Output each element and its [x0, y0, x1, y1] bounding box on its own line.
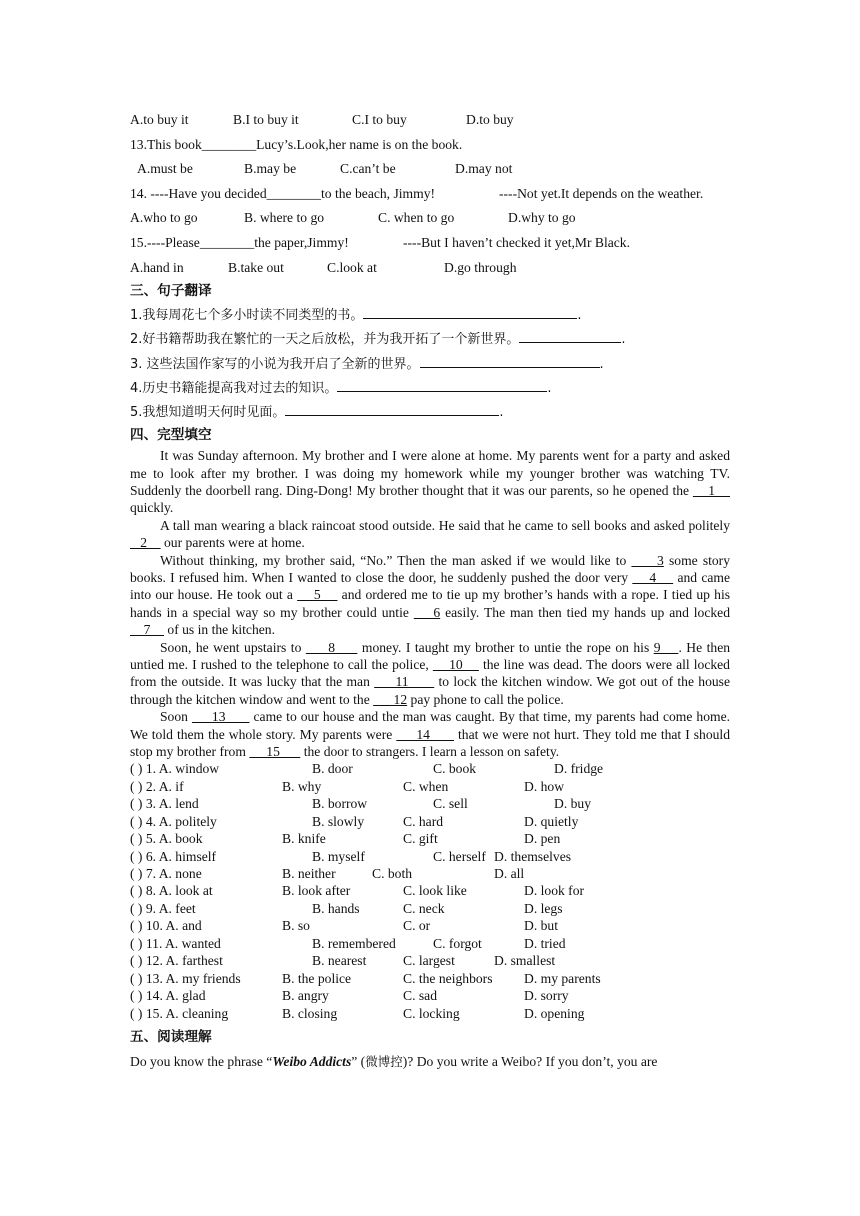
- cloze-choice-row-2: [130, 778, 730, 795]
- q12-option-a: A.to buy it: [130, 112, 189, 127]
- cloze-p2-text-b: our parents were at home.: [164, 535, 305, 551]
- cloze-choice-13-d[interactable]: D. my parents: [524, 970, 601, 986]
- cloze-choice-12-c[interactable]: C. largest: [403, 953, 455, 969]
- cloze-blank-2[interactable]: 2: [130, 535, 161, 551]
- cloze-p2-text-a: A tall man wearing a black raincoat stood outside. He said that he came to sell books and asked politely: [160, 517, 730, 533]
- cloze-choice-row-8: [130, 882, 730, 899]
- q13-option-b: B.may be: [244, 161, 297, 177]
- cloze-choice-12-a[interactable]: ( ) 12. A. farthest: [130, 953, 223, 969]
- cloze-p3-text-f: of us in the kitchen.: [167, 622, 275, 638]
- translation-item-4-text: 4.历史书籍能提高我对过去的知识。: [130, 380, 338, 396]
- cloze-choice-4-d[interactable]: D. quietly: [524, 813, 579, 829]
- translation-item-2-end: .: [621, 332, 626, 348]
- cloze-choice-7-a[interactable]: ( ) 7. A. none: [130, 866, 202, 882]
- q13-option-c: C.can’t be: [340, 161, 396, 177]
- cloze-blank-10[interactable]: 10: [432, 656, 479, 672]
- cloze-choice-8-d[interactable]: D. look for: [524, 883, 585, 899]
- reading-intro-chinese: 微博控: [365, 1053, 403, 1069]
- translation-item-3: [130, 352, 730, 376]
- cloze-p4-text-f: pay phone to call the police.: [410, 691, 564, 707]
- q13-stem: 13.This book________Lucy’s.Look,her name is on the book.: [130, 136, 463, 152]
- cloze-blank-14[interactable]: 14: [396, 726, 454, 742]
- cloze-choice-8-b[interactable]: B. look after: [282, 883, 351, 899]
- cloze-p4-text-c: . He then untied me. I rushed to the telephone to call the police,: [130, 639, 731, 672]
- cloze-choice-14-d[interactable]: D. sorry: [524, 988, 569, 1004]
- cloze-p3-text-e: easily. The man then tied my hands up and locked: [445, 604, 731, 620]
- cloze-choice-3-c[interactable]: C. sell: [433, 796, 468, 812]
- q13-option-a: A.must be: [137, 161, 193, 177]
- cloze-choice-row-4: [130, 813, 730, 830]
- cloze-blank-12[interactable]: 12: [373, 691, 408, 707]
- cloze-choice-9-c[interactable]: C. neck: [403, 900, 445, 916]
- q14-reply: ----Not yet.It depends on the weather.: [499, 185, 704, 201]
- translation-item-5: [130, 400, 730, 424]
- translation-item-1-text: 1.我每周花七个多小时读不同类型的书。: [130, 308, 364, 324]
- translation-item-5-text: 5.我想知道明天何时见面。: [130, 404, 286, 420]
- cloze-choice-13-a[interactable]: ( ) 13. A. my friends: [130, 970, 241, 986]
- cloze-paragraph-5: [130, 708, 730, 760]
- cloze-p3-text-b: some story books. I refused him. When I wanted to close the door, he suddenly pushed the door very: [130, 552, 731, 585]
- q15-option-c: C.look at: [327, 259, 377, 275]
- q13-options: [130, 157, 730, 182]
- cloze-choice-9-b[interactable]: B. hands: [312, 900, 360, 916]
- cloze-choice-2-a[interactable]: ( ) 2. A. if: [130, 778, 184, 794]
- cloze-choice-12-b[interactable]: B. nearest: [312, 953, 367, 969]
- reading-intro-line: [130, 1051, 730, 1073]
- cloze-choice-14-b[interactable]: B. angry: [282, 988, 329, 1004]
- cloze-choice-7-d[interactable]: D. all: [494, 866, 525, 882]
- q15-option-b: B.take out: [228, 259, 284, 275]
- cloze-choice-row-5: [130, 830, 730, 847]
- cloze-choice-row-12: [130, 952, 730, 969]
- q12-option-b: B.I to buy it: [233, 112, 299, 127]
- cloze-choice-8-a[interactable]: ( ) 8. A. look at: [130, 883, 213, 899]
- cloze-blank-13[interactable]: 13: [191, 709, 250, 725]
- translation-item-2: [130, 327, 730, 351]
- cloze-choice-2-d[interactable]: D. how: [524, 778, 565, 794]
- cloze-choices-list: [130, 760, 730, 1022]
- cloze-choice-row-13: [130, 970, 730, 987]
- cloze-choice-6-b[interactable]: B. myself: [312, 848, 365, 864]
- cloze-blank-8[interactable]: 8: [305, 639, 358, 655]
- translation-answer-5-blank[interactable]: [285, 400, 499, 416]
- cloze-choice-11-b[interactable]: B. remembered: [312, 935, 396, 951]
- cloze-choice-row-6: [130, 848, 730, 865]
- cloze-p4-text-d: the line was dead. The doors were all locked from the outside. It was lucky that the man: [130, 656, 730, 690]
- cloze-p4-text-e: to lock the kitchen window. We got out of the house through the kitchen window and went to the: [130, 674, 730, 707]
- cloze-choice-6-c[interactable]: C. herself: [433, 848, 486, 864]
- cloze-choice-14-a[interactable]: ( ) 14. A. glad: [130, 988, 206, 1004]
- translation-answer-4-blank[interactable]: [337, 376, 547, 392]
- cloze-choice-4-c[interactable]: C. hard: [403, 813, 444, 829]
- cloze-choice-4-b[interactable]: B. slowly: [312, 813, 365, 829]
- q14-option-b: B. where to go: [244, 210, 325, 226]
- translation-item-3-end: .: [599, 356, 604, 372]
- cloze-choice-1-a[interactable]: ( ) 1. A. window: [130, 761, 220, 777]
- cloze-p4-text-b: money. I taught my brother to untie the rope on his: [361, 639, 650, 655]
- cloze-blank-15[interactable]: 15: [249, 744, 301, 759]
- q15-options: [130, 256, 730, 281]
- translation-item-4-end: .: [547, 380, 552, 396]
- cloze-choice-3-d[interactable]: D. buy: [554, 796, 592, 812]
- reading-intro-text-a: Do you know the phrase “: [130, 1053, 273, 1069]
- q12-option-c: C.I to buy: [352, 112, 407, 127]
- translation-item-2-text: 2.好书籍帮助我在繁忙的一天之后放松，并为我开拓了一个新世界。: [130, 332, 520, 348]
- cloze-choice-11-a[interactable]: ( ) 11. A. wanted: [130, 935, 221, 951]
- q14-stem-line: [130, 182, 730, 207]
- cloze-choice-3-a[interactable]: ( ) 3. A. lend: [130, 796, 199, 812]
- cloze-choice-15-c[interactable]: C. locking: [403, 1005, 460, 1021]
- translation-item-3-text: 3. 这些法国作家写的小说为我开启了全新的世界。: [130, 356, 420, 372]
- cloze-choice-2-c[interactable]: C. when: [403, 778, 449, 794]
- cloze-choice-5-d[interactable]: D. pen: [524, 831, 561, 847]
- cloze-choice-1-c[interactable]: C. book: [433, 761, 477, 777]
- cloze-choice-11-c[interactable]: C. forgot: [433, 935, 482, 951]
- q15-option-a: A.hand in: [130, 259, 184, 275]
- cloze-choice-14-c[interactable]: C. sad: [403, 988, 437, 1004]
- cloze-choice-5-c[interactable]: C. gift: [403, 831, 438, 847]
- cloze-choice-row-15: [130, 1005, 730, 1022]
- cloze-choice-7-c[interactable]: C. both: [372, 866, 413, 882]
- cloze-choice-13-b[interactable]: B. the police: [282, 970, 352, 986]
- q12-option-d: D.to buy: [466, 112, 514, 127]
- cloze-choice-row-3: [130, 795, 730, 812]
- cloze-p4-text-a: Soon, he went upstairs to: [160, 639, 302, 655]
- cloze-choice-row-9: [130, 900, 730, 917]
- cloze-choice-row-1: [130, 760, 730, 777]
- cloze-p5-text-d: the door to strangers. I learn a lesson on safety.: [303, 744, 560, 759]
- cloze-choice-7-b[interactable]: B. neither: [282, 866, 336, 882]
- cloze-choice-10-c[interactable]: C. or: [403, 918, 431, 934]
- q15-stem-line: [130, 231, 730, 256]
- cloze-choice-5-a[interactable]: ( ) 5. A. book: [130, 831, 203, 847]
- cloze-p5-text-b: came to our house and the man was caught. By that time, my parents had come home. We told them the whole story. My parents were: [130, 709, 731, 742]
- cloze-blank-5[interactable]: 5: [297, 587, 338, 603]
- q15-reply: ----But I haven’t checked it yet,Mr Black.: [403, 234, 630, 250]
- cloze-blank-6[interactable]: 6: [413, 604, 441, 620]
- translation-answer-3-blank[interactable]: [420, 352, 600, 368]
- cloze-blank-3[interactable]: 3: [631, 552, 664, 568]
- cloze-p1-text-b: quickly.: [130, 500, 174, 516]
- cloze-p3-text-a: Without thinking, my brother said, “No.” Then the man asked if we would like to: [160, 552, 627, 568]
- q14-option-c: C. when to go: [378, 210, 455, 226]
- q14-option-a: A.who to go: [130, 210, 198, 226]
- cloze-blank-1[interactable]: 1: [692, 482, 730, 498]
- q12-options: [130, 108, 730, 133]
- cloze-paragraph-1: [130, 447, 730, 517]
- q14-options: [130, 206, 730, 231]
- cloze-paragraph-4: [130, 639, 730, 709]
- cloze-choice-10-d[interactable]: D. but: [524, 918, 558, 934]
- cloze-choice-8-c[interactable]: C. look like: [403, 883, 467, 899]
- cloze-choice-1-d[interactable]: D. fridge: [554, 761, 604, 777]
- cloze-p5-text-a: Soon: [160, 709, 188, 725]
- translation-item-1-end: .: [577, 308, 582, 324]
- cloze-paragraph-2: [130, 517, 730, 552]
- cloze-blank-7[interactable]: 7: [130, 622, 164, 638]
- section-5-title: 五、阅读理解: [130, 1028, 212, 1045]
- q15-stem: 15.----Please________the paper,Jimmy!: [130, 234, 349, 250]
- cloze-choice-12-d[interactable]: D. smallest: [494, 953, 556, 969]
- cloze-choice-4-a[interactable]: ( ) 4. A. politely: [130, 813, 217, 829]
- cloze-blank-11[interactable]: 11: [374, 674, 435, 690]
- cloze-choice-9-d[interactable]: D. legs: [524, 900, 563, 916]
- cloze-choice-6-a[interactable]: ( ) 6. A. himself: [130, 848, 217, 864]
- section-3-title: 三、句子翻译: [130, 283, 212, 300]
- cloze-choice-9-a[interactable]: ( ) 9. A. feet: [130, 900, 196, 916]
- translation-answer-1-blank[interactable]: [363, 303, 577, 319]
- translation-item-5-end: .: [499, 404, 504, 420]
- cloze-choice-10-a[interactable]: ( ) 10. A. and: [130, 918, 202, 934]
- q13-option-d: D.may not: [455, 161, 513, 177]
- cloze-blank-4[interactable]: 4: [632, 569, 674, 585]
- cloze-choice-5-b[interactable]: B. knife: [282, 831, 326, 847]
- worksheet-page: [130, 108, 730, 1073]
- translation-item-4: [130, 376, 730, 400]
- q14-option-d: D.why to go: [508, 210, 576, 226]
- translation-answer-2-blank[interactable]: [519, 327, 621, 343]
- cloze-choice-row-7: [130, 865, 730, 882]
- cloze-choice-3-b[interactable]: B. borrow: [312, 796, 368, 812]
- reading-intro-text-b: ” (: [351, 1053, 366, 1069]
- weibo-addicts-phrase: Weibo Addicts: [272, 1053, 352, 1069]
- section-4-title: 四、完型填空: [130, 427, 212, 444]
- cloze-p5-text-c: that we were not hurt. They told me that I should stop my brother from: [130, 726, 731, 759]
- cloze-choice-15-d[interactable]: D. opening: [524, 1005, 585, 1021]
- cloze-choice-13-c[interactable]: C. the neighbors: [403, 970, 493, 986]
- cloze-choice-10-b[interactable]: B. so: [282, 918, 310, 934]
- translation-item-1: [130, 303, 730, 327]
- cloze-choice-6-d[interactable]: D. themselves: [494, 848, 572, 864]
- cloze-choice-row-14: [130, 987, 730, 1004]
- q14-stem: 14. ----Have you decided________to the beach, Jimmy!: [130, 185, 436, 201]
- cloze-p3-text-c: and came into our house. He took out a: [130, 569, 731, 603]
- cloze-paragraph-3: [130, 552, 730, 639]
- cloze-p1-text-a: It was Sunday afternoon. My brother and I were alone at home. My parents went for a party and asked me to look after my brother. I was doing my homework while my younger brother was watching TV. Suddenly the doorbell rang. Ding-Dong! My brother thought that it was our parents, so he opened the: [130, 448, 730, 498]
- cloze-choice-15-b[interactable]: B. closing: [282, 1005, 338, 1021]
- cloze-blank-9[interactable]: 9: [653, 639, 679, 655]
- cloze-p3-text-d: and ordered me to tie up my brother’s hands with a rope. I tied up his hands in a special way so my brother could untie: [130, 587, 731, 620]
- q15-option-d: D.go through: [444, 259, 517, 275]
- cloze-choice-11-d[interactable]: D. tried: [524, 935, 566, 951]
- cloze-choice-row-11: [130, 935, 730, 952]
- cloze-choice-row-10: [130, 917, 730, 934]
- reading-intro-text-c: )? Do you write a Weibo? If you don’t, you are: [402, 1053, 658, 1069]
- cloze-choice-2-b[interactable]: B. why: [282, 778, 322, 794]
- cloze-choice-1-b[interactable]: B. door: [312, 761, 353, 777]
- cloze-choice-15-a[interactable]: ( ) 15. A. cleaning: [130, 1005, 229, 1021]
